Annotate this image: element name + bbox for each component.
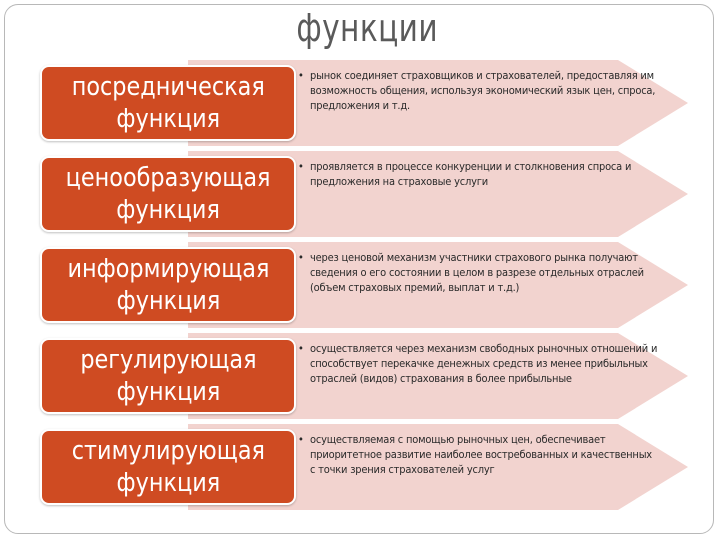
function-row xyxy=(0,242,720,332)
bullet: • xyxy=(298,433,304,446)
description-text: через ценовой механизм участники страхового рынка получают сведения о его состоянии в целом в разрезе отдельных отраслей (объем страховых премий, выплат и т.д.) xyxy=(310,251,644,294)
function-row xyxy=(0,151,720,241)
bullet: • xyxy=(298,69,304,82)
bullet: • xyxy=(298,160,304,173)
function-label: регулирующая функция xyxy=(79,345,257,407)
slide-title: функции xyxy=(296,6,438,50)
function-row xyxy=(0,424,720,514)
function-description xyxy=(298,68,658,113)
description-text: осуществляется через механизм свободных рыночных отношений и способствует перекачке денежных средств из менее прибыльных отраслей (видов) страхования в более прибыльные xyxy=(310,342,658,385)
function-row xyxy=(0,333,720,423)
function-box xyxy=(40,156,296,232)
function-description xyxy=(298,432,658,477)
function-description xyxy=(298,341,658,386)
function-box xyxy=(40,247,296,323)
bullet: • xyxy=(298,251,304,264)
function-label: посредническая функция xyxy=(71,72,265,134)
description-text: проявляется в процессе конкуренции и столкновения спроса и предложения на страховые услуги xyxy=(310,160,632,188)
description-text: рынок соединяет страховщиков и страхователей, предоставляя им возможность общения, используя экономический язык цен, спроса, предложения и т.д. xyxy=(310,69,656,112)
function-label: стимулирующая функция xyxy=(71,436,265,498)
description-text: осуществляемая с помощью рыночных цен, обеспечивает приоритетное развитие наиболее востребованных и качественных с точки зрения страхователей услуг xyxy=(310,433,652,476)
function-label: ценообразующая функция xyxy=(65,163,271,225)
function-label: информирующая функция xyxy=(66,254,269,316)
function-description xyxy=(298,250,658,295)
function-box xyxy=(40,338,296,414)
function-row xyxy=(0,60,720,150)
function-description xyxy=(298,159,658,189)
function-box xyxy=(40,429,296,505)
function-box xyxy=(40,65,296,141)
bullet: • xyxy=(298,342,304,355)
